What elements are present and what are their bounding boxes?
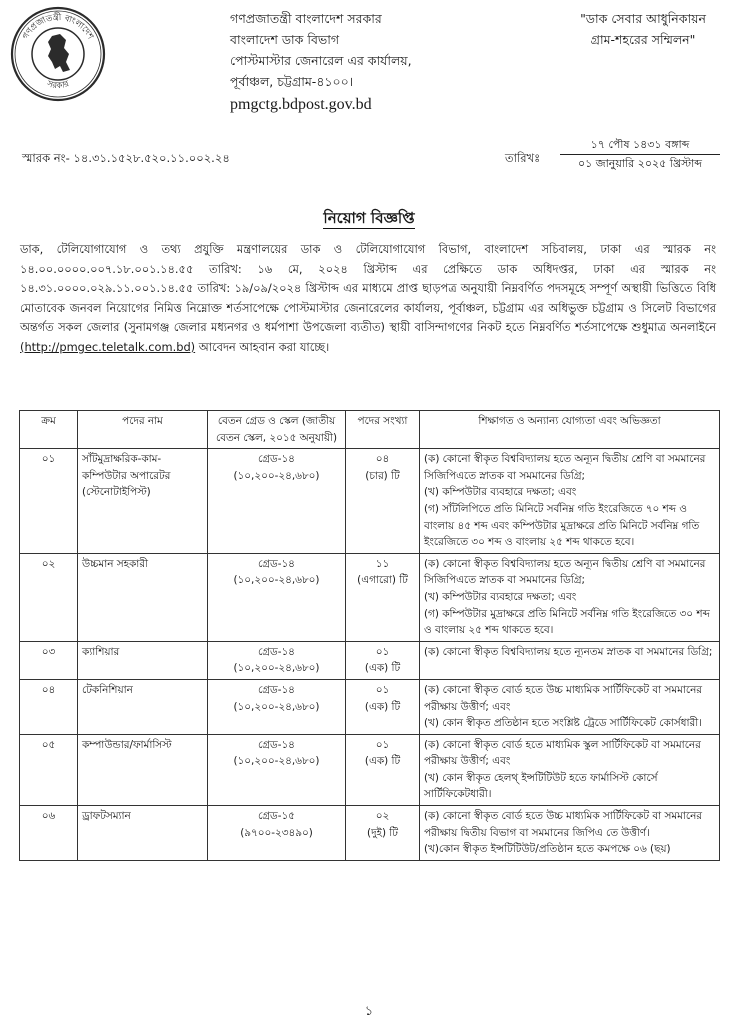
office-header xyxy=(230,8,520,115)
qualification-item: (খ) কোন স্বীকৃত প্রতিষ্ঠান হতে সংশ্লিষ্ট ট্রেডে সার্টিফিকেট কোর্সধারী। xyxy=(424,717,702,730)
row-post-name: ক্যাশিয়ার xyxy=(78,641,208,679)
row-grade-cell xyxy=(208,806,346,861)
row-serial: ০৩ xyxy=(20,641,78,679)
slogan-line-1: "ডাক সেবার আধুনিকায়ন xyxy=(580,11,706,26)
row-count-cell xyxy=(346,679,420,734)
qualification-item: (ক) কোনো স্বীকৃত বিশ্ববিদ্যালয় হতে অন্যূন দ্বিতীয় শ্রেণি বা সমমানের সিজিপিএতে স্নাতক বা সমমানের ডিগ্রি; xyxy=(424,453,706,482)
row-grade: গ্রেড-১৪ xyxy=(258,738,295,751)
table-row xyxy=(20,449,720,554)
header-count: পদের সংখ্যা xyxy=(346,411,420,449)
row-serial: ০২ xyxy=(20,553,78,641)
row-count: ০১ xyxy=(375,738,390,751)
date-label: তারিখঃ xyxy=(505,151,541,165)
row-qualification-cell xyxy=(420,449,720,554)
date-bangla: ১৭ পৌষ ১৪৩১ বঙ্গাব্দ xyxy=(560,136,720,155)
table-row xyxy=(20,641,720,679)
header-line-department: বাংলাদেশ ডাক বিভাগ xyxy=(230,32,340,47)
row-count-words: (এক) টি xyxy=(364,662,401,675)
seal-text-bottom: সরকার xyxy=(45,79,71,92)
header-serial: ক্রম xyxy=(20,411,78,449)
qualification-item: (খ) কোন স্বীকৃত হেলথ্ ইন্সটিটিউট হতে ফার্মাসিস্ট কোর্সে সার্টিফিকেটধারী। xyxy=(424,771,658,801)
row-grade: গ্রেড-১৪ xyxy=(258,557,295,570)
row-qualification-cell xyxy=(420,553,720,641)
row-pay-scale: (১০,২০০-২৪,৬৮০) xyxy=(233,755,320,768)
qualification-item: (ক) কোনো স্বীকৃত বোর্ড হতে মাধ্যমিক স্কুল সার্টিফিকেট বা সমমানের পরীক্ষায় উত্তীর্ণ; এবং xyxy=(424,738,701,768)
qualification-item: (গ) কম্পিউটার মুদ্রাক্ষরে প্রতি মিনিটে সর্বনিম্ন গতি ইংরেজিতে ৩০ শব্দ ও বাংলায় ২৫ শব্দ থাকতে হবে। xyxy=(424,607,710,637)
row-post-name: টেকনিশিয়ান xyxy=(78,679,208,734)
intro-end-text: আবেদন আহবান করা যাচ্ছে। xyxy=(198,339,330,354)
slogan-line-2: গ্রাম-শহরের সম্মিলন" xyxy=(590,32,696,47)
row-count: ০২ xyxy=(375,810,390,823)
qualification-item: (খ) কম্পিউটার ব্যবহারে দক্ষতা; এবং xyxy=(424,486,577,499)
row-grade-cell xyxy=(208,449,346,554)
row-pay-scale: (১০,২০০-২৪,৬৮০) xyxy=(233,700,320,713)
slogan xyxy=(558,8,728,50)
row-count-cell xyxy=(346,734,420,805)
application-link[interactable]: (http://pmgec.teletalk.com.bd) xyxy=(20,339,196,354)
qualification-item: (ক) কোনো স্বীকৃত বিশ্ববিদ্যালয় হতে অন্যূন দ্বিতীয় শ্রেণি বা সমমানের সিজিপিএতে স্নাতক বা সমমানের ডিগ্রি; xyxy=(424,557,706,587)
memo-number: স্মারক নং- ১৪.৩১.১৫২৮.৫২০.১১.০০২.২৪ xyxy=(22,151,230,165)
header-line-government: গণপ্রজাতন্ত্রী বাংলাদেশ সরকার xyxy=(230,11,382,26)
row-count: ০১ xyxy=(375,645,390,658)
row-grade-cell xyxy=(208,679,346,734)
qualification-item: (খ)কোন স্বীকৃত ইন্সটিটিউট/প্রতিষ্ঠান হতে কমপক্ষে ০৬ (ছয়) xyxy=(424,843,671,856)
row-count: ০১ xyxy=(375,683,390,696)
notice-title xyxy=(0,207,738,232)
row-count-words: (এক) টি xyxy=(364,755,401,768)
row-grade: গ্রেড-১৪ xyxy=(258,453,295,466)
table-row xyxy=(20,734,720,805)
row-serial: ০৪ xyxy=(20,679,78,734)
row-count-words: (এগারো) টি xyxy=(357,574,408,587)
row-pay-scale: (১০,২০০-২৪,৬৮০) xyxy=(233,574,320,587)
row-serial: ০৫ xyxy=(20,734,78,805)
table-header-row xyxy=(20,411,720,449)
row-count-cell xyxy=(346,806,420,861)
row-post-name: উচ্চমান সহকারী xyxy=(78,553,208,641)
notice-title-text: নিয়োগ বিজ্ঞপ্তি xyxy=(323,209,415,227)
row-count-words: (এক) টি xyxy=(364,700,401,713)
intro-paragraph xyxy=(20,240,716,358)
row-count: ০৪ xyxy=(375,453,390,466)
date-english: ০১ জানুয়ারি ২০২৫ খ্রিস্টাব্দ xyxy=(577,157,703,170)
row-count-words: (দুই) টি xyxy=(367,826,398,839)
qualification-item: (ক) কোনো স্বীকৃত বিশ্ববিদ্যালয় হতে ন্যূনতম স্নাতক বা সমমানের ডিগ্রি; xyxy=(424,645,713,658)
header-line-address: পূর্বাঞ্চল, চট্টগ্রাম-৪১০০। xyxy=(230,74,354,89)
row-grade: গ্রেড-১৪ xyxy=(258,683,295,696)
row-grade: গ্রেড-১৪ xyxy=(258,645,295,658)
government-seal xyxy=(8,4,108,104)
row-post-name: সাঁটমুদ্রাক্ষরিক-কাম-কম্পিউটার অপারেটর (স্টেনোটাইপিস্ট) xyxy=(78,449,208,554)
header-grade: বেতন গ্রেড ও স্কেল (জাতীয় বেতন স্কেল, ২০১৫ অনুযায়ী) xyxy=(208,411,346,449)
page-number: ১ xyxy=(364,1004,374,1019)
header-qualification: শিক্ষাগত ও অন্যান্য যোগ্যতা এবং অভিজ্ঞতা xyxy=(420,411,720,449)
row-pay-scale: (১০,২০০-২৪,৬৮০) xyxy=(233,469,320,482)
qualification-item: (গ) সাঁটলিপিতে প্রতি মিনিটে সর্বনিম্ন গতি ইংরেজিতে ৭০ শব্দ ও বাংলায় ৪৫ শব্দ এবং কম্পিউটার মুদ্রাক্ষরে প্রতি মিনিটে সর্বনিম্ন গতি ইংরেজিতে ৩০ শব্দ ও বাংলায় ২৫ শব্দ থাকতে হবে। xyxy=(424,502,700,549)
seal-text-top: গণপ্রজাতন্ত্রী বাংলাদেশ xyxy=(20,12,96,42)
row-serial: ০১ xyxy=(20,449,78,554)
row-grade-cell xyxy=(208,641,346,679)
row-post-name: কম্পাউন্ডার/ফার্মাসিস্ট xyxy=(78,734,208,805)
row-grade-cell xyxy=(208,734,346,805)
table-body xyxy=(20,449,720,861)
row-count-words: (চার) টি xyxy=(365,469,400,482)
row-grade: গ্রেড-১৫ xyxy=(258,810,295,823)
qualification-item: (খ) কম্পিউটার ব্যবহারে দক্ষতা; এবং xyxy=(424,590,577,603)
row-qualification-cell xyxy=(420,806,720,861)
row-qualification-cell xyxy=(420,641,720,679)
qualification-item: (ক) কোনো স্বীকৃত বোর্ড হতে উচ্চ মাধ্যমিক সার্টিফিকেট বা সমমানের পরীক্ষায় উত্তীর্ণ; এবং xyxy=(424,683,702,713)
row-post-name: ড্রাফটসম্যান xyxy=(78,806,208,861)
date-block xyxy=(560,136,720,173)
header-post: পদের নাম xyxy=(78,411,208,449)
row-count-cell xyxy=(346,553,420,641)
qualification-item: (ক) কোনো স্বীকৃত বোর্ড হতে উচ্চ মাধ্যমিক সার্টিফিকেট বা সমমানের পরীক্ষায় দ্বিতীয় বিভাগ বা সমমানের জিপিএ তে উত্তীর্ণ। xyxy=(424,810,702,839)
row-pay-scale: (৯৭০০-২৩৪৯০) xyxy=(240,826,313,839)
row-qualification-cell xyxy=(420,734,720,805)
row-pay-scale: (১০,২০০-২৪,৬৮০) xyxy=(233,662,320,675)
table-row xyxy=(20,553,720,641)
row-serial: ০৬ xyxy=(20,806,78,861)
row-count-cell xyxy=(346,449,420,554)
row-count: ১১ xyxy=(375,557,390,570)
table-row xyxy=(20,679,720,734)
table-row xyxy=(20,806,720,861)
intro-text: ডাক, টেলিযোগাযোগ ও তথ্য প্রযুক্তি মন্ত্রণালয়ের ডাক ও টেলিযোগাযোগ বিভাগ, বাংলাদেশ সচিবালয়, ঢাকা এর স্মারক নং ১৪.০০.০০০০.০০৭.১৮.০০১.১৪.৫৫ তারিখ: ১৬ মে, ২০২৪ খ্রিস্টাব্দ এর প্রেক্ষিতে ডাক অধিদপ্তর, ঢাকা এর স্মারক নং ১৪.৩১.০০০০.০২৯.১১.০০১.১৪.৫৫ তারিখ: ১৯/০৯/২০২৪ খ্রিস্টাব্দ এর মাধ্যমে প্রাপ্ত ছাড়পত্র অনুযায়ী নিম্নবর্ণিত পদসমূহে সম্পূর্ণ অস্থায়ী ভিত্তিতে বিধি মোতাবেক জনবল নিয়োগের নিমিত্ত নিম্নোক্ত শর্তসাপেক্ষে পোস্টমাস্টার জেনারেলের কার্যালয়, পূর্বাঞ্চল, চট্টগ্রাম এর অধিভুক্ত চট্টগ্রাম ও সিলেট বিভাগের অন্তর্গত সকল জেলার (সুনামগঞ্জ জেলার মধ্যনগর ও ধর্মপাশা উপজেলা ব্যতীত) স্থায়ী বাসিন্দাগণের নিকট হতে নিম্নবর্ণিত শর্তসাপেক্ষে শুধুমাত্র অনলাইনে xyxy=(20,242,716,335)
row-count-cell xyxy=(346,641,420,679)
website-link[interactable]: pmgctg.bdpost.gov.bd xyxy=(230,96,372,113)
header-line-office: পোস্টমাস্টার জেনারেল এর কার্যালয়, xyxy=(230,53,412,68)
row-qualification-cell xyxy=(420,679,720,734)
vacancy-table xyxy=(19,410,720,861)
row-grade-cell xyxy=(208,553,346,641)
